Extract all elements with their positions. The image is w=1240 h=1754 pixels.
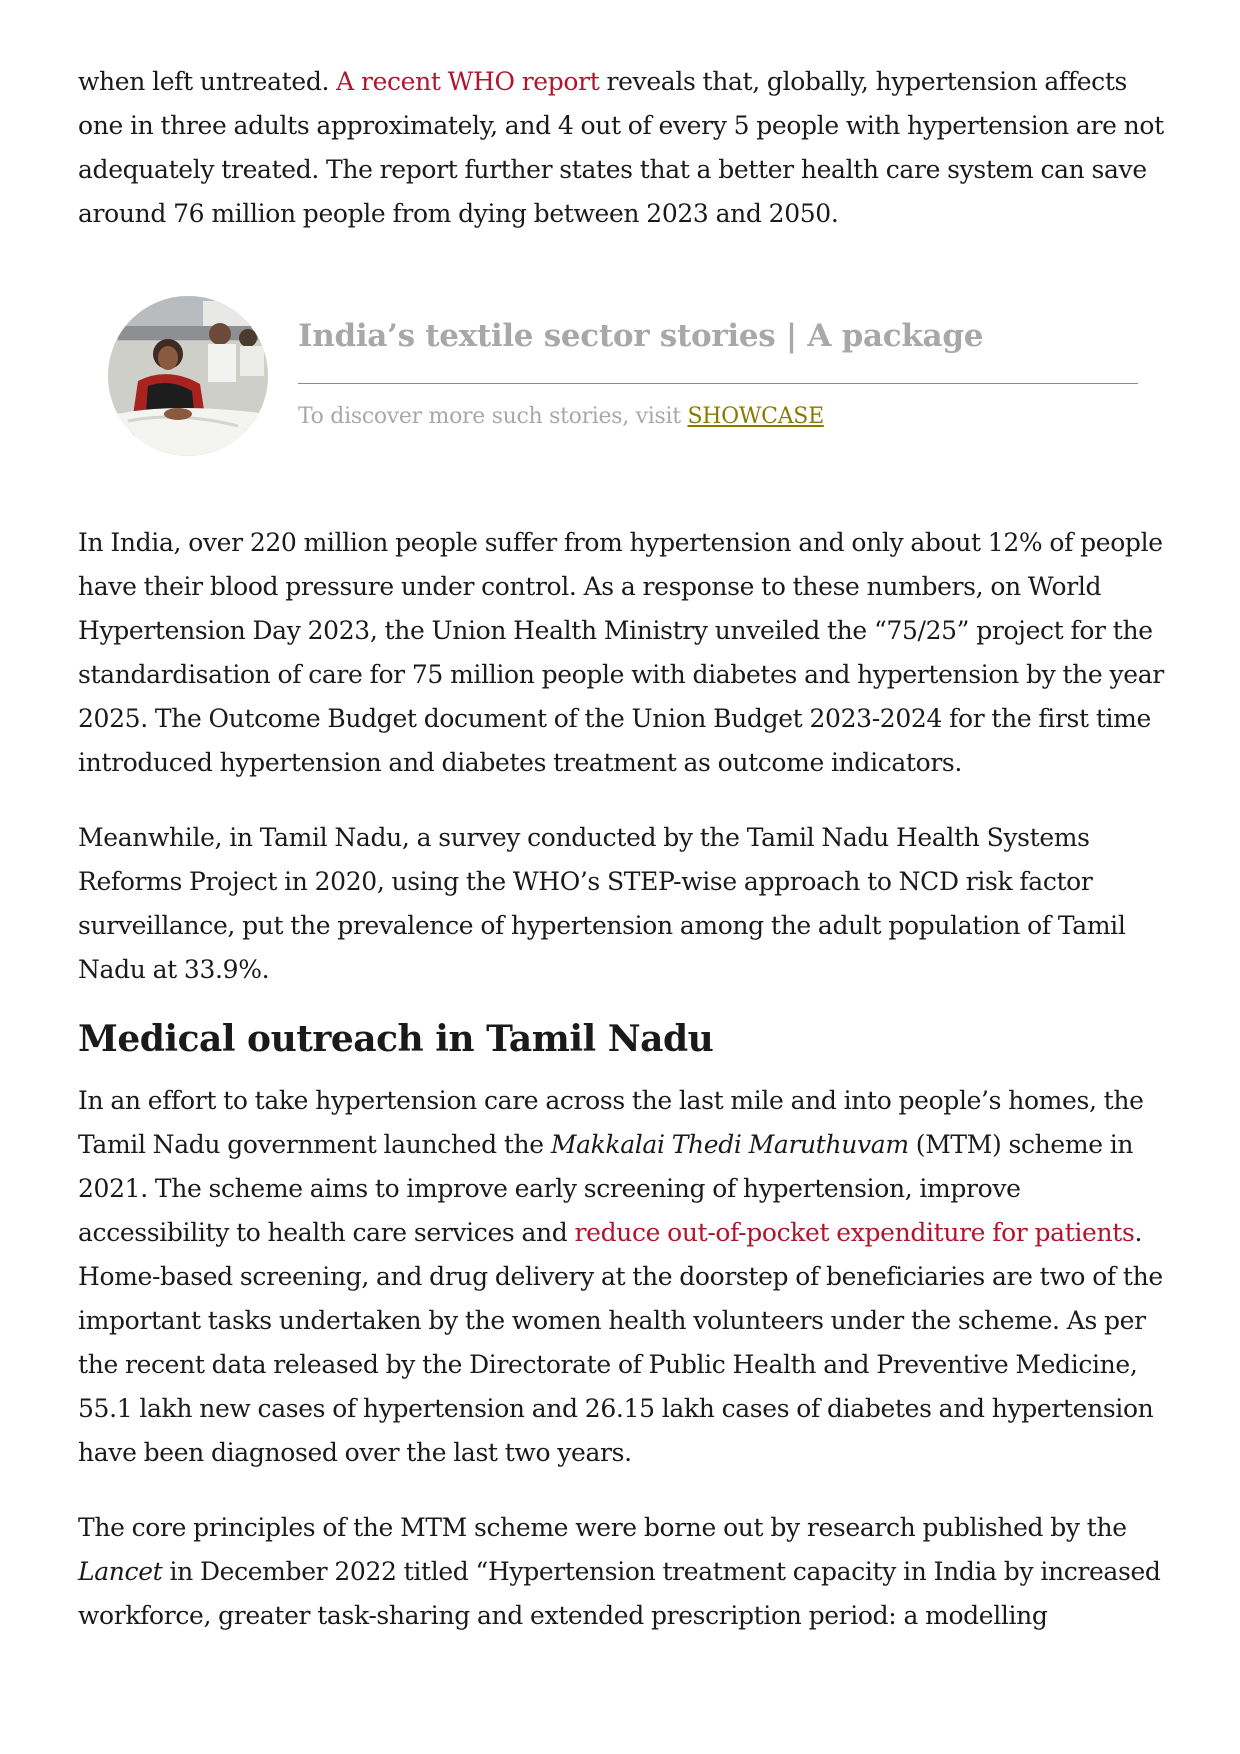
india-paragraph: In India, over 220 million people suffer from hypertension and only about 12% of people have their blood pressure under control. As a response to these numbers, on World Hypertension Day 2023, the Union Health Ministry unveiled the “75/25” project for the standardisation of care for 75 million people with diabetes and hypertension by the year 2025. The Outcome Budget document of the Union Budget 2023-2024 for the first time introduced hypertension and diabetes treatment as outcome indicators. <box>78 528 1164 777</box>
outreach-text-3: . Home-based screening, and drug delivery at the doorstep of beneficiaries are two of the important tasks undertaken by the women health volunteers under the scheme. As per the recent data released by the Directorate of Public Health and Preventive Medicine, 55.1 lakh new cases of hypertension and 26.15 lakh cases of diabetes and hypertension have been diagnosed over the last two years. <box>78 1218 1163 1467</box>
showcase-card[interactable] <box>78 296 1178 466</box>
scheme-name: Makkalai Thedi Maruthuvam <box>550 1130 909 1159</box>
core-text-2: in December 2022 titled “Hypertension treatment capacity in India by increased workforce, greater task-sharing and extended prescription period: a modelling <box>78 1557 1161 1630</box>
intro-text-after: reveals that, globally, hypertension affects one in three adults approximately, and 4 out of every 5 people with hypertension are not adequately treated. The report further states that a better health care system can save around 76 million people from dying between 2023 and 2050. <box>78 67 1164 228</box>
showcase-subtitle <box>298 404 824 429</box>
core-principles-paragraph <box>78 1506 1178 1638</box>
outreach-paragraph <box>78 1079 1178 1475</box>
showcase-subtitle-prefix: To discover more such stories, visit <box>298 404 688 429</box>
who-report-link[interactable]: A recent WHO report <box>336 67 600 96</box>
intro-text-before: when left untreated. <box>78 67 337 96</box>
core-text-1: The core principles of the MTM scheme were borne out by research published by the <box>78 1513 1127 1542</box>
intro-paragraph <box>78 60 1178 236</box>
showcase-divider <box>298 383 1138 384</box>
lancet-journal: Lancet <box>78 1557 163 1586</box>
showcase-link[interactable]: SHOWCASE <box>687 404 824 429</box>
outreach-text-1: In an effort to take hypertension care across the last mile and into people’s homes, the Tamil Nadu government launched the <box>78 1086 1144 1159</box>
out-of-pocket-link[interactable]: reduce out-of-pocket expenditure for patients <box>574 1218 1135 1247</box>
showcase-title[interactable]: India’s textile sector stories | A package <box>298 318 984 354</box>
section-heading: Medical outreach in Tamil Nadu <box>78 1018 714 1060</box>
textile-workers-image <box>108 296 268 456</box>
tamil-nadu-paragraph: Meanwhile, in Tamil Nadu, a survey conducted by the Tamil Nadu Health Systems Reforms Project in 2020, using the WHO’s STEP-wise approach to NCD risk factor surveillance, put the prevalence of hypertension among the adult population of Tamil Nadu at 33.9%. <box>78 823 1126 984</box>
article-body <box>78 60 1178 1638</box>
textile-workers-thumbnail[interactable] <box>108 296 268 456</box>
outreach-text-2: (MTM) scheme in 2021. The scheme aims to improve early screening of hypertension, improve accessibility to health care services and <box>78 1130 1134 1247</box>
